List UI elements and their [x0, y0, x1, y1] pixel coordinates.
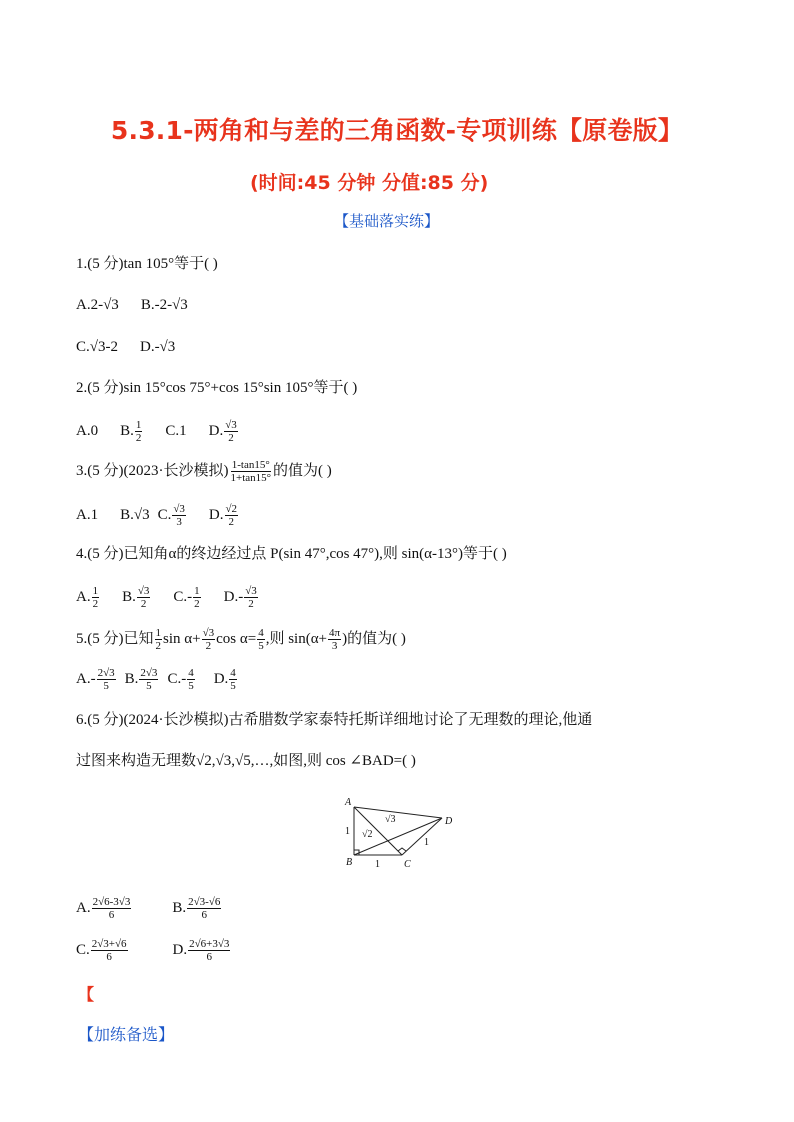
label-side-bc: 1	[375, 859, 380, 870]
q6-option-b: B. $\frac{2√3-√6}{6}$	[172, 896, 221, 921]
q6-option-c: C. $\frac{2√3+√6}{6}$	[76, 938, 127, 963]
q3-option-d: D. $\frac{√2}{2}$	[208, 503, 238, 528]
label-b: B	[346, 857, 353, 868]
q1-option-a: A.2-√3	[76, 297, 119, 313]
q6-options-cd	[76, 938, 253, 963]
page-title: 5.3.1-两角和与差的三角函数-专项训练【原卷版】	[110, 116, 684, 145]
q3-num: 1-tan15°	[231, 459, 270, 471]
label-sqrt3: √3	[385, 814, 396, 825]
q2-option-b: B. $\frac{1}{2}$	[120, 419, 142, 444]
q4-option-c: C.- $\frac{1}{2}$	[173, 585, 200, 610]
q3-option-a: A.1	[76, 506, 99, 523]
q3-den: 1+tan15°	[230, 472, 272, 484]
q2-option-a: A.0	[76, 422, 99, 439]
q4-option-a: A. $\frac{1}{2}$	[76, 585, 99, 610]
q4-options	[76, 585, 281, 610]
q3-option-b: B.√3	[120, 506, 150, 523]
q3-option-c: C. $\frac{√3}{3}$	[157, 503, 185, 528]
label-side-cd: 1	[424, 837, 429, 848]
q5-option-c: C.- $\frac{4}{5}$	[167, 667, 194, 692]
q5-option-a: A.- $\frac{2√3}{5}$	[76, 667, 115, 692]
q6-options-ab	[76, 896, 244, 921]
q2-d-den: 2	[228, 432, 234, 444]
q2-option-d: D. $\frac{√3}{2}$	[208, 419, 237, 444]
q2-b-num: 1	[135, 419, 142, 431]
time-score-subtitle: (时间:45 分钟 分值:85 分)	[250, 172, 489, 194]
q2-d-num: √3	[225, 419, 237, 431]
label-side-ab: 1	[345, 826, 350, 837]
q4-stem: 4.(5 分)已知角α的终边经过点 P(sin 47°,cos 47°),则 sin(α-13°)等于( )	[76, 546, 507, 562]
q6-option-a: A. $\frac{2√6-3√3}{6}$	[76, 896, 131, 921]
q4-option-b: B. $\frac{√3}{2}$	[122, 585, 150, 610]
q3-options	[76, 503, 261, 528]
q2-b-den: 2	[135, 432, 142, 444]
q5-option-d: D. $\frac{4}{5}$	[213, 667, 236, 692]
q6-stem-line2: 过图来构造无理数√2,√3,√5,…,如图,则 cos ∠BAD=( )	[76, 753, 416, 769]
q5-options	[76, 667, 260, 692]
q5-stem: 5.(5 分)已知 $\frac{1}{2}$ sin α+ $\frac{√3}{2}$ cos α= $\frac{4}{5}$ ,则 sin(α+ $\frac{4\pi}{3}$ )的值为( )	[76, 627, 406, 652]
seg-ad	[354, 807, 442, 818]
q1-option-b: B.-2-√3	[140, 297, 188, 313]
q2-stem: 2.(5 分)sin 15°cos 75°+cos 15°sin 105°等于( )	[76, 380, 358, 396]
q5-option-b: B. $\frac{2√3}{5}$	[124, 667, 158, 692]
q3-stem: 3.(5 分)(2023·长沙模拟) $\frac{1-\tan 15^\circ}{1+\tan 15^\circ}$ 的值为( )	[76, 459, 332, 484]
q1-options-ab	[76, 294, 210, 316]
label-sqrt2: √2	[362, 829, 373, 840]
q6-stem-line1: 6.(5 分)(2024·长沙模拟)古希腊数学家泰特托斯详细地讨论了无理数的理论,他通	[76, 712, 593, 728]
q2-option-c: C.1	[165, 422, 187, 439]
label-d: D	[445, 816, 453, 827]
q4-option-d: D.- $\frac{√3}{2}$	[223, 585, 257, 610]
label-c: C	[404, 859, 411, 870]
q6-geometry-figure	[336, 793, 462, 875]
right-angle-c	[398, 848, 406, 851]
q1-options-cd	[76, 336, 197, 358]
q2-options	[76, 419, 261, 444]
section-extra-heading: 【加练备选】	[78, 1025, 175, 1044]
q1-option-d: D.-√3	[139, 339, 176, 355]
q6-option-d: D. $\frac{2√6+3√3}{6}$	[172, 938, 230, 963]
label-a: A	[345, 797, 352, 808]
q1-stem: 1.(5 分)tan 105°等于( )	[76, 256, 218, 272]
section-basic-heading: 【基础落实练】	[334, 212, 440, 230]
q1-option-c: C.√3-2	[76, 339, 118, 355]
seg-cd	[402, 818, 442, 855]
red-bracket: 【	[78, 985, 95, 1004]
